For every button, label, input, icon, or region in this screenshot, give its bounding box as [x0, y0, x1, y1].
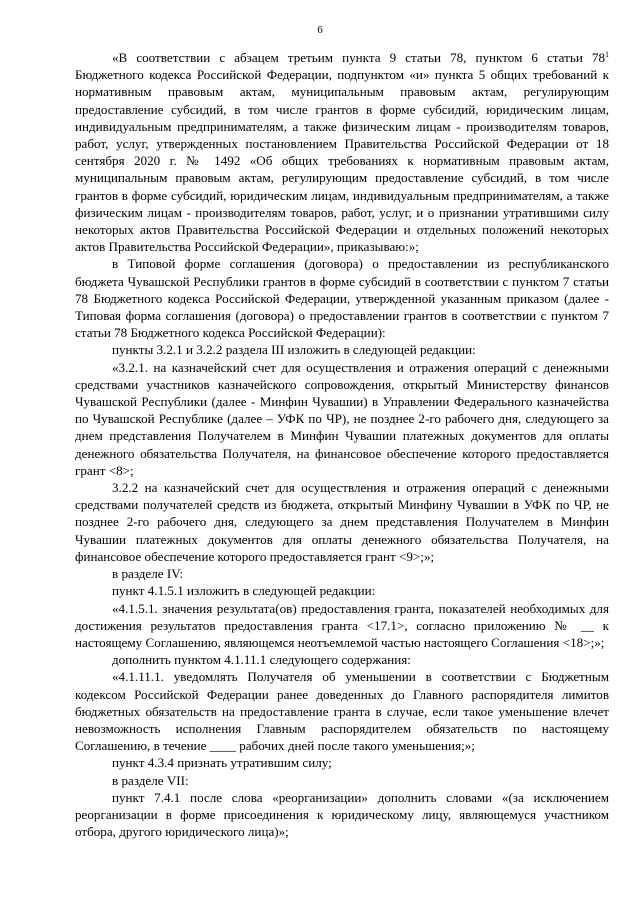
- paragraph-item-3-2-2: 3.2.2 на казначейский счет для осуществления и отражения операций с денежными средствами получателей средств из бюджета, открытый Минфину Чувашии в УФК по ЧР, не позднее 2-го рабочего дня, следующего за днем представления Получателем в Минфин Чувашии платежных документов для оплаты денежного обязательства Получателя, на финансовое обеспечение которого предоставляется грант <9>;»;: [75, 480, 609, 564]
- page-number: 6: [317, 24, 323, 36]
- paragraph-item-4-1-11-1-intro: дополнить пунктом 4.1.11.1 следующего содержания:: [112, 652, 411, 668]
- paragraph-item-7-4-1: пункт 7.4.1 после слова «реорганизации» дополнить словами «(за исключением реорганизации в форме присоединения к юридическому лицу, являющемуся участником отбора, другого юридического лица)»;: [75, 789, 609, 840]
- paragraph-items-3-2: пункты 3.2.1 и 3.2.2 раздела III изложить в следующей редакции:: [112, 342, 476, 358]
- paragraph-typical-form: в Типовой форме соглашения (договора) о предоставлении из республиканского бюджета Чувашской Республики грантов в форме субсидий в соответствии с пунктом 7 статьи 78 Бюджетного кодекса Российской Федерации, утвержденной указанным приказом (далее - Типовая форма соглашения (договора) о предоставлении грантов в соответствии с пунктом 7 статьи 78 Бюджетного кодекса Российской Федерации):: [75, 256, 609, 341]
- paragraph-item-4-1-11-1: «4.1.11.1. уведомлять Получателя об уменьшении в соответствии с Бюджетным кодексом Российской Федерации ранее доведенных до Главного распорядителя лимитов бюджетных обязательств на предоставление гранта в случае, если такое уменьшение влечет невозможность исполнения Главным распорядителем обязательств по настоящему Соглашению, в течение ____ рабочих дней после такого уменьшения;»;: [75, 669, 609, 754]
- paragraph-item-4-1-5-1-intro: пункт 4.1.5.1 изложить в следующей редакции:: [112, 583, 376, 599]
- paragraph-item-4-3-4: пункт 4.3.4 признать утратившим силу;: [112, 755, 332, 771]
- paragraph-section-iv: в разделе IV:: [112, 566, 184, 582]
- paragraph-item-4-1-5-1: «4.1.5.1. значения результата(ов) предоставления гранта, показателей необходимых для достижения результатов предоставления гранта <17.1>, согласно приложению № __ к настоящему Соглашению, являющемся неотъемлемой частью настоящего Соглашения <18>;»;: [75, 600, 609, 650]
- paragraph-section-vii: в разделе VII:: [112, 772, 189, 788]
- paragraph-item-3-2-1: «3.2.1. на казначейский счет для осуществления и отражения операций с денежными средствами участников казначейского сопровождения, открытый Министерству финансов Чувашской Республики (далее - Минфин Чувашии) в Управлении Федерального казначейства по Чувашской Республике (далее – УФК по ЧР), не позднее 2-го рабочего дня, следующего за днем представления Получателем в Минфин Чувашии платежных документов для оплаты денежного обязательства Получателя, на финансовое обеспечение которого предоставляется грант <8>;: [75, 359, 609, 478]
- superscript-1: 1: [605, 50, 609, 59]
- paragraph-preamble: «В соответствии с абзацем третьим пункта 9 статьи 78, пунктом 6 статьи $78^1$ Бюджетного кодекса Российской Федерации, подпунктом «и» пункта 5 общих требований к нормативным правовым актам, муниципальным правовым актам, регулирующим предоставление субсидий, в том числе грантов в форме субсидий, юридическим лицам, индивидуальным предпринимателям, а также физическим лицам - производителям товаров, работ, услуг, утвержденных постановлением Правительства Российской Федерации от 18 сентября 2020 г. № 1492 «Об общих требованиях к нормативным правовым актам, муниципальным правовым актам, регулирующим предоставление субсидий, в том числе грантов в форме субсидий, юридическим лицам, индивидуальным предпринимателям, а также физическим лицам - производителям товаров, работ, услуг, и о признании утратившими силу некоторых актов Правительства Российской Федерации и отдельных положений некоторых актов Правительства Российской Федерации», приказываю:»;: [75, 50, 609, 255]
- body-text: [75, 49, 609, 840]
